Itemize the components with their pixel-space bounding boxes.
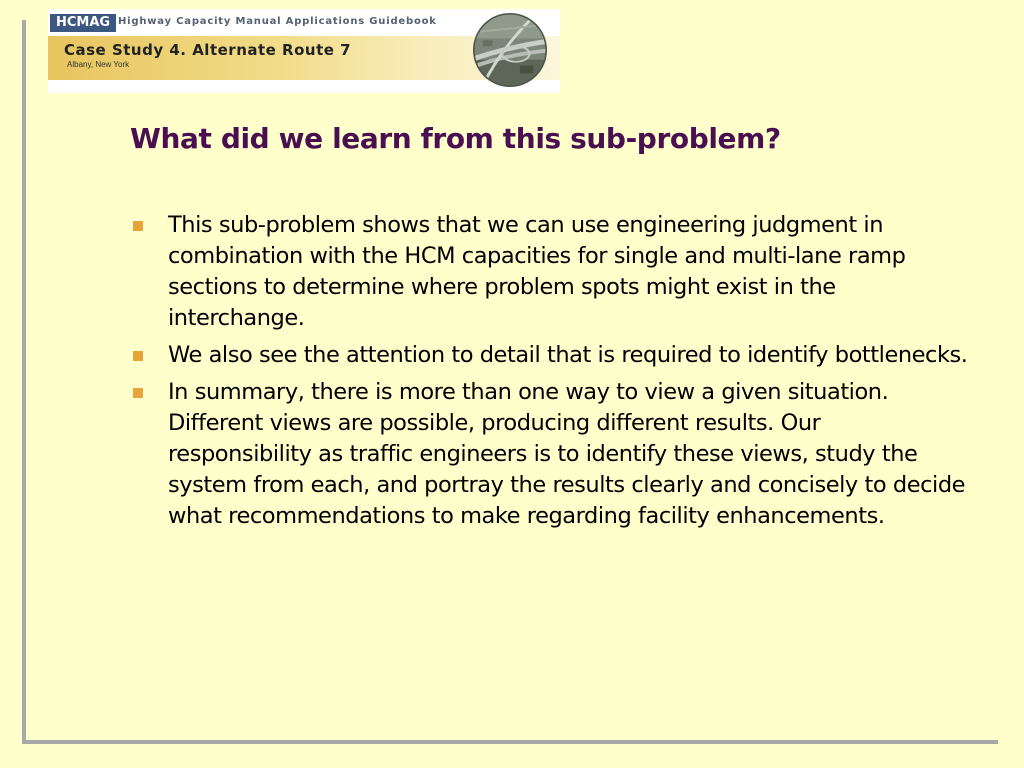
bullet-text: In summary, there is more than one way to view a given situation. Different views are possible, producing different results. Our responsibility as traffic engineers is to identify these views, study the system from each, and portray the results clearly and concisely to decide what recommendations to make regarding facility enhancements. [168, 379, 966, 529]
slide-frame-left [22, 20, 26, 744]
slide-frame-bottom [22, 740, 998, 744]
slide-title: What did we learn from this sub-problem? [130, 122, 781, 155]
bullet-list [130, 210, 970, 538]
square-bullet-icon [133, 388, 143, 398]
bullet-text: This sub-problem shows that we can use engineering judgment in combination with the HCM capacities for single and multi-lane ramp sections to determine where problem spots might exist in the interchange. [168, 212, 906, 331]
hcmag-logo: HCMAG [50, 14, 116, 32]
case-study-title: Case Study 4. Alternate Route 7 [64, 41, 352, 59]
bullet-item [130, 340, 970, 371]
bullet-text: We also see the attention to detail that is required to identify bottlenecks. [168, 342, 968, 368]
square-bullet-icon [133, 221, 143, 231]
square-bullet-icon [133, 351, 143, 361]
bullet-item [130, 377, 970, 532]
interchange-photo-icon [471, 11, 549, 89]
header-banner [48, 9, 560, 93]
guidebook-title: Highway Capacity Manual Applications Guidebook [118, 16, 437, 27]
bullet-item [130, 210, 970, 334]
location-label: Albany, New York [67, 60, 130, 69]
